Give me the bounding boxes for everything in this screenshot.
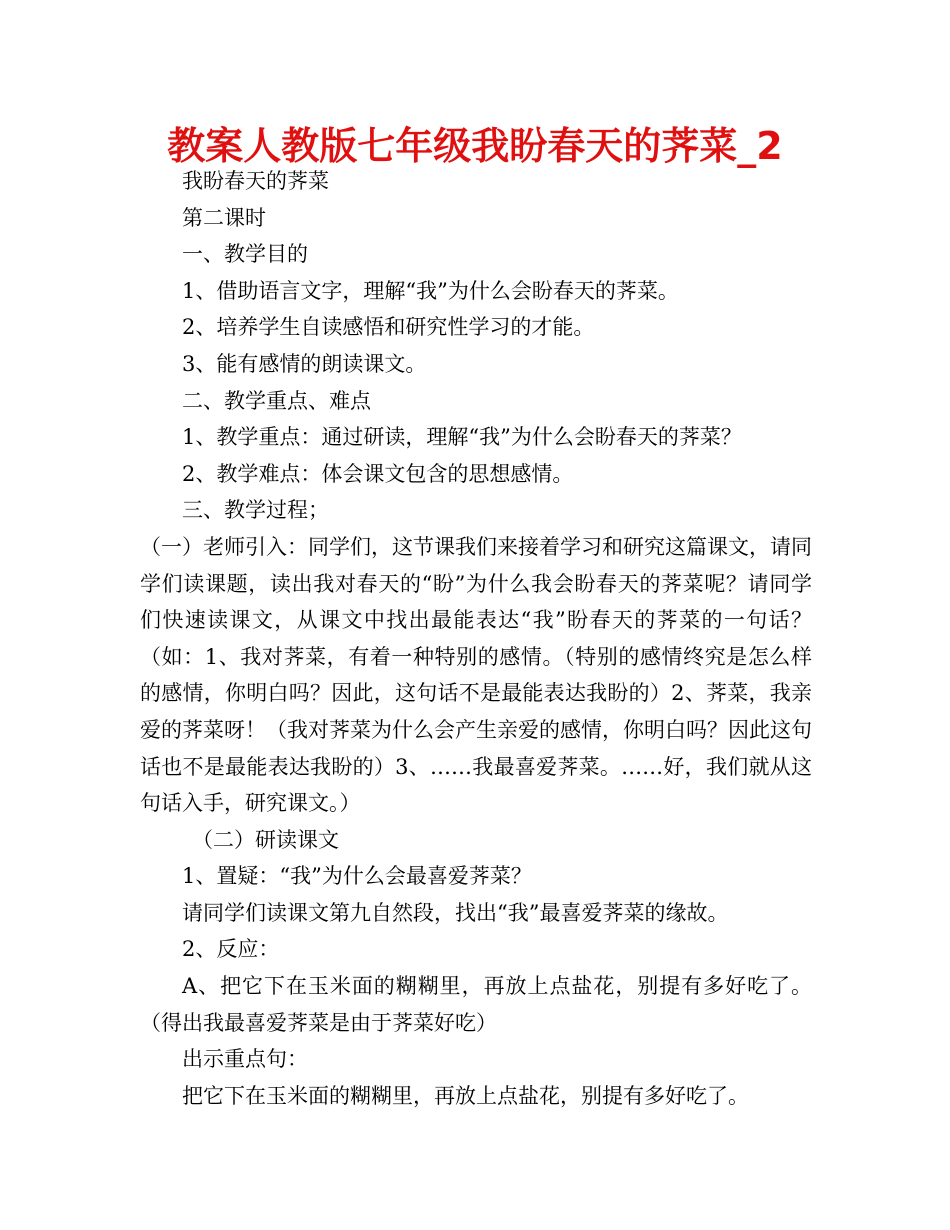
- section-heading-key-points: 二、教学重点、难点: [182, 388, 371, 413]
- lesson-heading: 我盼春天的荠菜: [182, 169, 329, 193]
- objective-item-2: 2、培养学生自读感悟和研究性学习的才能。: [182, 315, 595, 340]
- process-intro-paragraph: （一）老师引入：同学们，这节课我们来接着学习和研究这篇课文，请同学们读课题，读出我对春天的“盼”为什么我会盼春天的荠菜呢？请同学们快速读课文，从课文中找出最能表达“我”盼春天的荠菜的一句话？（如：1、我对荠菜，有着一种特别的感情。（特别的感情终究是怎么样的感情，你明白吗？因此，这句话不是最能表达我盼的）2、荠菜，我亲爱的荠菜呀！（我对荠菜为什么会产生亲爱的感情，你明白吗？因此这句话也不是最能表达我盼的）3、……我最喜爱荠菜。……好，我们就从这句话入手，研究课文。）: [140, 534, 812, 816]
- key-sentence-label: 出示重点句：: [182, 1047, 308, 1072]
- lesson-period: 第二课时: [182, 205, 266, 230]
- question-item-1: 1、置疑：“我”为什么会最喜爱荠菜？: [182, 864, 532, 889]
- response-item-a: A、把它下在玉米面的糊糊里，再放上点盐花，别提有多好吃了。（得出我最喜爱荠菜是由于荠菜好吃）: [140, 974, 812, 1035]
- process-step-heading: （二）研读课文: [192, 827, 339, 852]
- section-heading-process: 三、教学过程；: [182, 498, 329, 523]
- response-heading: 2、反应：: [182, 937, 280, 962]
- reading-instruction: 请同学们读课文第九自然段，找出“我”最喜爱荠菜的缘故。: [182, 900, 729, 925]
- document-body: [140, 163, 812, 1114]
- key-point-item-2: 2、教学难点：体会课文包含的思想感情。: [182, 461, 574, 486]
- section-heading-objectives: 一、教学目的: [182, 242, 308, 267]
- document-title: 教案人教版七年级我盼春天的荠菜_2: [167, 124, 783, 168]
- objective-item-3: 3、能有感情的朗读课文。: [182, 351, 427, 376]
- key-point-item-1: 1、教学重点：通过研读，理解“我”为什么会盼春天的荠菜？: [182, 425, 742, 450]
- key-sentence: 把它下在玉米面的糊糊里，再放上点盐花，别提有多好吃了。: [182, 1083, 749, 1108]
- objective-item-1: 1、借助语言文字，理解“我”为什么会盼春天的荠菜。: [182, 278, 679, 303]
